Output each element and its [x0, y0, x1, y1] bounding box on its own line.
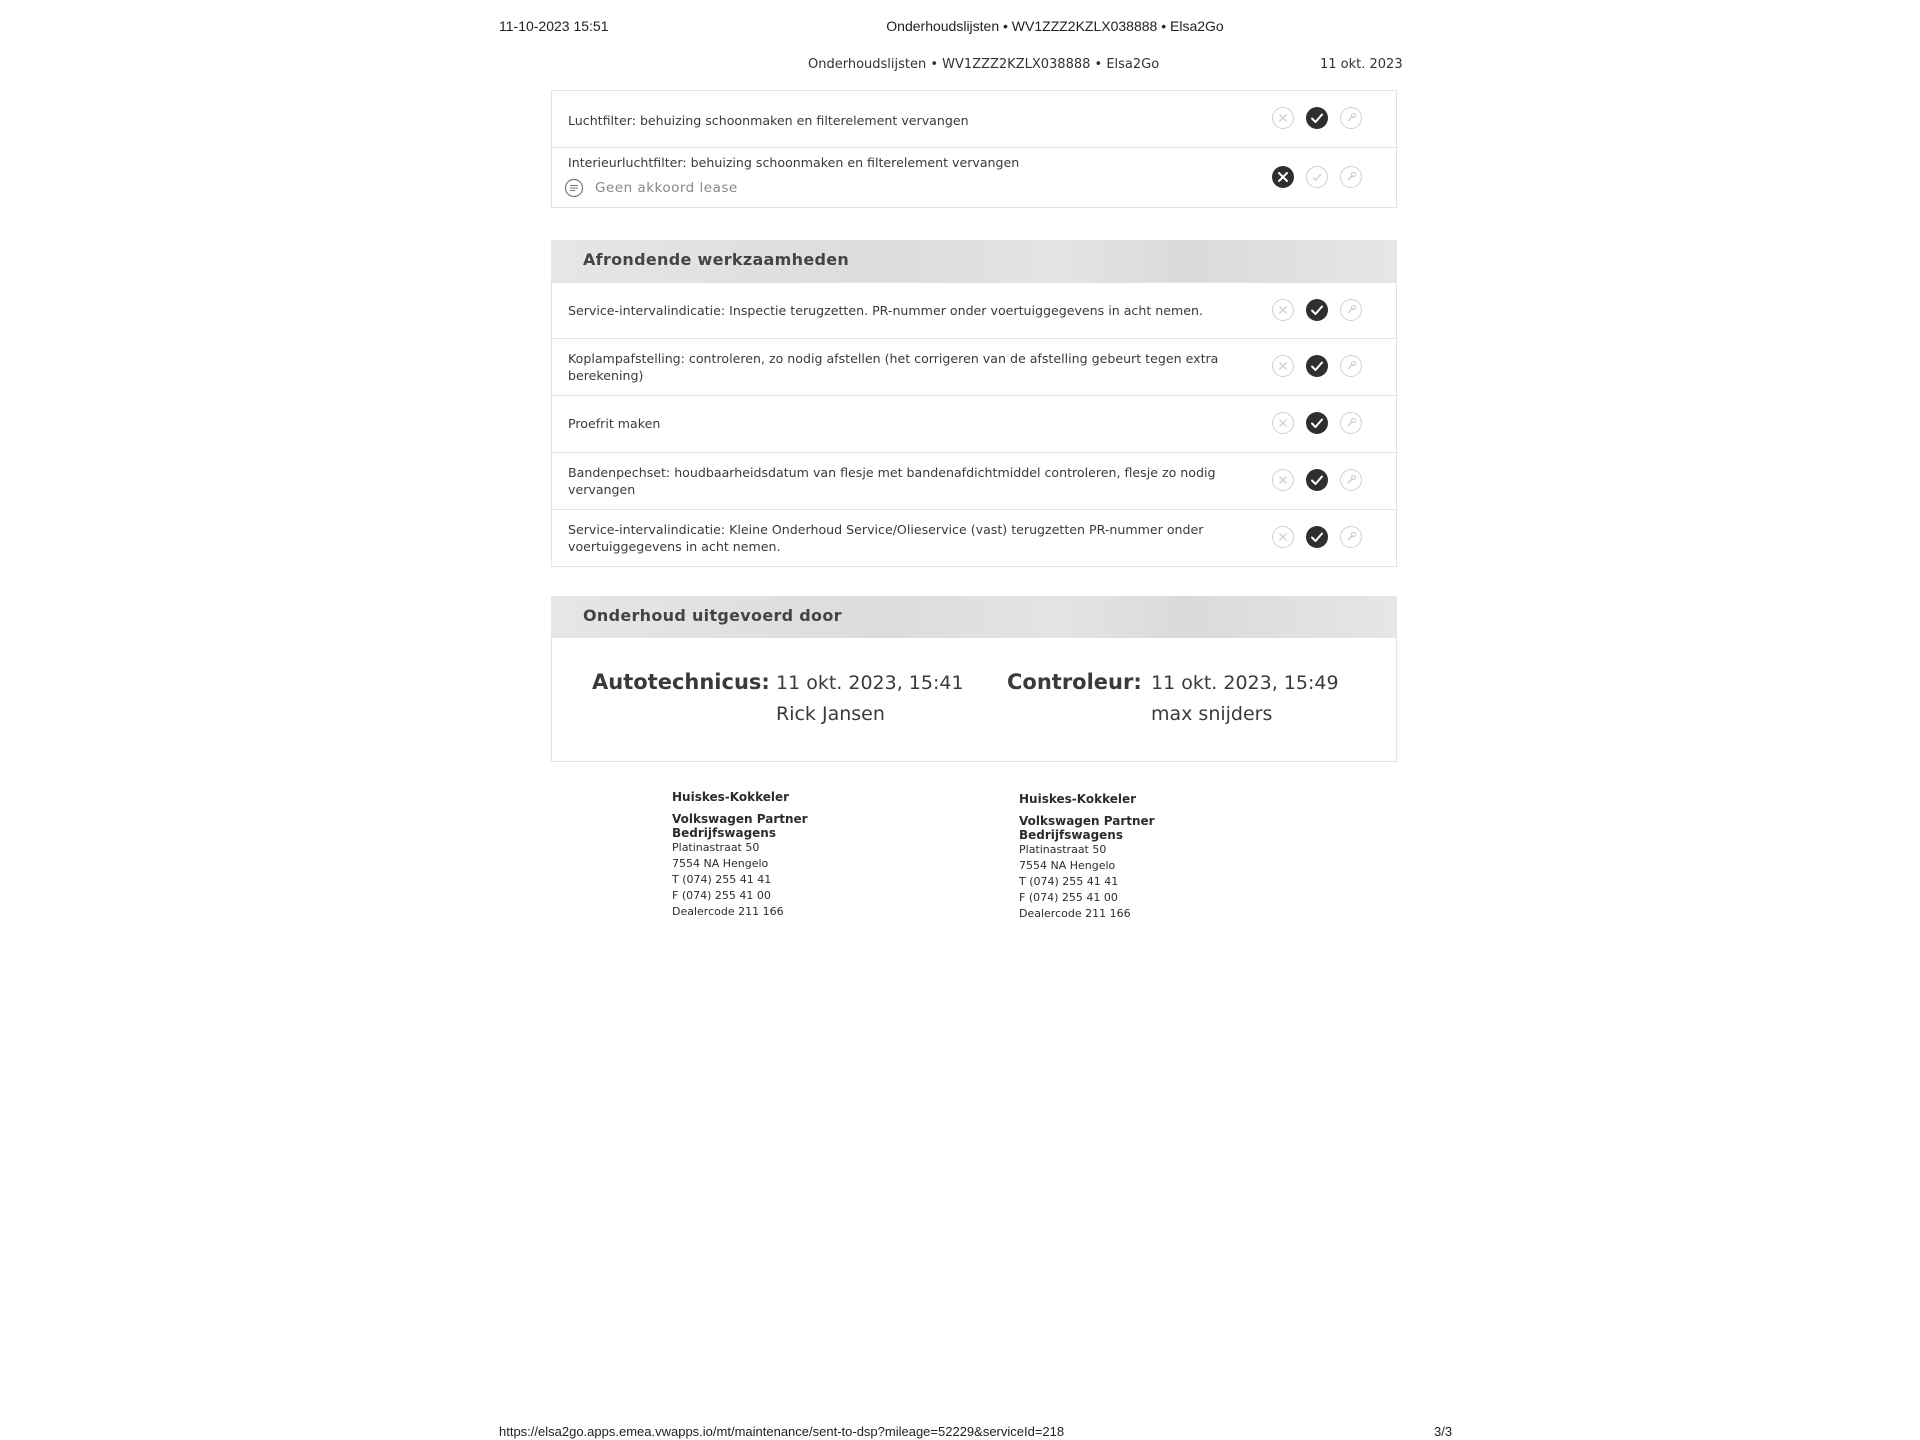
stamp-name: Huiskes-Kokkeler	[1019, 792, 1137, 806]
status-icons	[1272, 107, 1372, 133]
item-text: Bandenpechset: houdbaarheidsdatum van flesje met bandenafdichtmiddel controleren, flesje zo nodig vervangen	[568, 465, 1216, 497]
status-icons	[1272, 412, 1372, 438]
section-header-finishing	[551, 240, 1397, 282]
item-text: Proefrit maken	[568, 416, 661, 431]
wrench-circle-icon[interactable]	[1340, 412, 1362, 434]
list-item	[551, 339, 1397, 396]
list-item	[551, 148, 1397, 208]
check-circle-icon[interactable]	[1306, 526, 1328, 548]
wrench-circle-icon[interactable]	[1340, 299, 1362, 321]
document-title: Onderhoudslijsten • WV1ZZZ2KZLX038888 • Elsa2Go	[808, 57, 1160, 72]
item-text: Luchtfilter: behuizing schoonmaken en filterelement vervangen	[568, 113, 969, 128]
stamp-line2: Bedrijfswagens	[672, 826, 776, 840]
list-item	[551, 90, 1397, 148]
item-text: Koplampafstelling: controleren, zo nodig afstellen (het corrigeren van de afstelling gebeurt tegen extra berekening)	[568, 351, 1219, 383]
section-header-performed-by	[551, 596, 1397, 638]
stamp-street: Platinastraat 50	[672, 841, 760, 854]
item-text: Interieurluchtfilter: behuizing schoonmaken en filterelement vervangen	[568, 155, 1020, 170]
stamp-dealer: Dealercode 211 166	[672, 905, 784, 918]
wrench-circle-icon[interactable]	[1340, 355, 1362, 377]
finishing-items-list	[551, 282, 1397, 567]
list-item	[551, 396, 1397, 453]
comment-text: Geen akkoord lease	[595, 180, 738, 196]
stamp-city: 7554 NA Hengelo	[672, 857, 769, 870]
check-circle-icon[interactable]	[1306, 412, 1328, 434]
x-circle-icon[interactable]	[1272, 469, 1294, 491]
print-title: Onderhoudslijsten • WV1ZZZ2KZLX038888 • Elsa2Go	[886, 18, 1224, 34]
wrench-circle-icon[interactable]	[1340, 166, 1362, 188]
stamp-dealer: Dealercode 211 166	[1019, 907, 1131, 920]
x-circle-icon[interactable]	[1272, 107, 1294, 129]
stamp-line1: Volkswagen Partner	[1019, 814, 1155, 828]
dealer-stamp	[672, 790, 808, 920]
status-icons	[1272, 526, 1372, 552]
x-circle-icon[interactable]	[1272, 412, 1294, 434]
section-title: Afrondende werkzaamheden	[583, 250, 850, 269]
list-item	[551, 453, 1397, 510]
stamp-phone: T (074) 255 41 41	[1019, 875, 1119, 888]
wrench-circle-icon[interactable]	[1340, 526, 1362, 548]
dealer-stamp	[1019, 792, 1155, 922]
stamp-fax: F (074) 255 41 00	[1019, 891, 1118, 904]
check-circle-icon[interactable]	[1306, 107, 1328, 129]
controller-name: max snijders	[1151, 703, 1273, 725]
top-items-list	[551, 90, 1397, 208]
controller-datetime: 11 okt. 2023, 15:49	[1151, 672, 1339, 694]
comment-icon	[564, 178, 584, 198]
print-url: https://elsa2go.apps.emea.vwapps.io/mt/maintenance/sent-to-dsp?mileage=52229&serviceId=218	[499, 1424, 1065, 1439]
stamp-line1: Volkswagen Partner	[672, 812, 808, 826]
x-circle-icon[interactable]	[1272, 166, 1294, 188]
status-icons	[1272, 355, 1372, 381]
list-item	[551, 282, 1397, 339]
controller-label: Controleur:	[1007, 670, 1142, 694]
page-number: 3/3	[1434, 1424, 1453, 1439]
document-date: 11 okt. 2023	[1320, 57, 1403, 72]
x-circle-icon[interactable]	[1272, 355, 1294, 377]
stamp-phone: T (074) 255 41 41	[672, 873, 772, 886]
technician-label: Autotechnicus:	[592, 670, 770, 694]
wrench-circle-icon[interactable]	[1340, 469, 1362, 491]
x-circle-icon[interactable]	[1272, 526, 1294, 548]
x-circle-icon[interactable]	[1272, 299, 1294, 321]
list-item	[551, 510, 1397, 567]
check-circle-icon[interactable]	[1306, 166, 1328, 188]
technician-datetime: 11 okt. 2023, 15:41	[776, 672, 964, 694]
status-icons	[1272, 469, 1372, 495]
performed-by-panel	[551, 636, 1397, 762]
item-text: Service-intervalindicatie: Inspectie terugzetten. PR-nummer onder voertuiggegevens in acht nemen.	[568, 303, 1203, 318]
check-circle-icon[interactable]	[1306, 355, 1328, 377]
status-icons	[1272, 166, 1372, 192]
wrench-circle-icon[interactable]	[1340, 107, 1362, 129]
print-datetime: 11-10-2023 15:51	[499, 18, 609, 34]
stamp-city: 7554 NA Hengelo	[1019, 859, 1116, 872]
status-icons	[1272, 299, 1372, 325]
stamp-name: Huiskes-Kokkeler	[672, 790, 790, 804]
item-text: Service-intervalindicatie: Kleine Onderhoud Service/Olieservice (vast) terugzetten PR-nummer onder voertuiggegevens in acht nemen.	[568, 522, 1204, 554]
technician-name: Rick Jansen	[776, 703, 885, 725]
stamp-street: Platinastraat 50	[1019, 843, 1107, 856]
stamp-line2: Bedrijfswagens	[1019, 828, 1123, 842]
section-title: Onderhoud uitgevoerd door	[583, 606, 842, 625]
stamp-fax: F (074) 255 41 00	[672, 889, 771, 902]
check-circle-icon[interactable]	[1306, 469, 1328, 491]
check-circle-icon[interactable]	[1306, 299, 1328, 321]
